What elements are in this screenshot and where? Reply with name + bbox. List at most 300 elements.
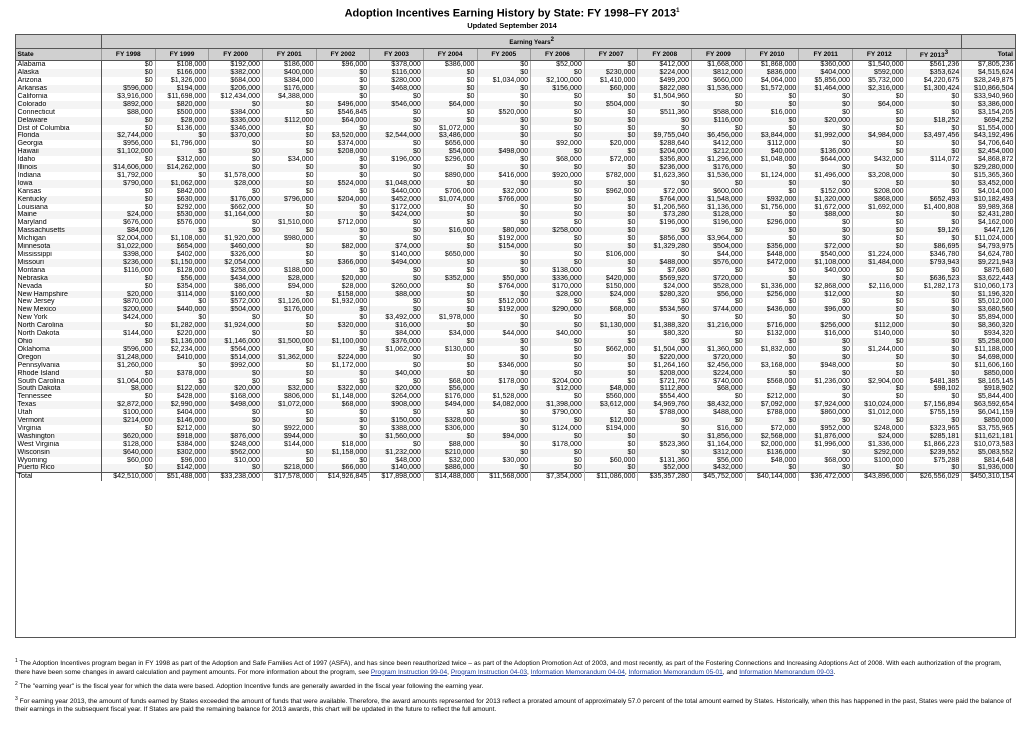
amount-cell: $1,996,000 [799, 441, 853, 449]
amount-cell: $0 [531, 69, 585, 77]
amount-cell: $4,969,760 [638, 401, 692, 409]
amount-cell: $236,000 [102, 259, 156, 267]
amount-cell: $3,612,000 [584, 401, 638, 409]
amount-cell: $0 [799, 235, 853, 243]
amount-cell: $196,000 [370, 156, 424, 164]
amount-cell: $3,844,000 [745, 132, 799, 140]
amount-cell: $1,362,000 [262, 354, 316, 362]
amount-cell: $980,000 [262, 235, 316, 243]
column-header-year [692, 49, 746, 61]
amount-cell: $196,000 [692, 219, 746, 227]
amount-cell: $2,100,000 [531, 77, 585, 85]
row-total-cell: $5,894,000 [977, 314, 1014, 322]
amount-cell: $0 [638, 298, 692, 306]
amount-cell: $0 [531, 457, 585, 465]
amount-cell: $592,000 [852, 69, 906, 77]
amount-cell: $1,146,000 [209, 338, 263, 346]
amount-cell: $194,000 [155, 85, 209, 93]
amount-cell: $116,000 [102, 267, 156, 275]
amount-cell: $12,000 [531, 385, 585, 393]
amount-cell: $384,000 [209, 109, 263, 117]
table-row [16, 188, 1016, 196]
amount-cell: $656,000 [423, 140, 477, 148]
amount-cell: $0 [852, 464, 906, 472]
amount-cell: $0 [477, 117, 531, 125]
amount-cell: $18,252 [906, 117, 962, 125]
amount-cell: $0 [852, 417, 906, 425]
amount-cell: $0 [262, 125, 316, 133]
amount-cell: $1,320,000 [799, 196, 853, 204]
amount-cell: $0 [209, 164, 263, 172]
amount-cell: $1,504,960 [638, 93, 692, 101]
link-information-memorandum-09-03[interactable]: Information Memorandum 09-03 [739, 668, 834, 676]
state-name: Vermont [16, 417, 102, 425]
state-name: Alaska [16, 69, 102, 77]
amount-cell: $5,732,000 [852, 77, 906, 85]
amount-cell: $2,316,000 [852, 85, 906, 93]
amount-cell: $1,856,000 [692, 433, 746, 441]
table-row [16, 362, 1016, 370]
amount-cell: $3,492,000 [370, 314, 424, 322]
amount-cell: $0 [155, 378, 209, 386]
amount-cell: $0 [638, 117, 692, 125]
amount-cell: $214,000 [102, 417, 156, 425]
amount-cell: $0 [209, 314, 263, 322]
amount-cell: $0 [584, 93, 638, 101]
amount-cell: $0 [852, 267, 906, 275]
amount-cell: $0 [370, 140, 424, 148]
amount-cell: $562,000 [209, 449, 263, 457]
amount-cell: $0 [262, 409, 316, 417]
amount-cell: $100,000 [852, 457, 906, 465]
amount-cell: $662,000 [209, 204, 263, 212]
amount-cell: $1,124,000 [745, 172, 799, 180]
amount-cell: $782,000 [584, 172, 638, 180]
amount-cell: $9,755,040 [638, 132, 692, 140]
amount-cell: $650,000 [423, 251, 477, 259]
amount-cell: $0 [531, 259, 585, 267]
amount-cell: $188,000 [262, 267, 316, 275]
amount-cell: $68,000 [531, 156, 585, 164]
amount-cell: $5,856,000 [799, 77, 853, 85]
amount-cell: $0 [423, 354, 477, 362]
link-program-instruction-04-03[interactable]: Program Instruction 04-03 [450, 668, 528, 676]
amount-cell: $886,000 [423, 464, 477, 472]
amount-cell: $0 [209, 370, 263, 378]
amount-cell: $0 [477, 140, 531, 148]
amount-cell: $0 [906, 464, 962, 472]
amount-cell: $0 [852, 227, 906, 235]
amount-cell: $432,000 [852, 156, 906, 164]
state-name: Hawaii [16, 148, 102, 156]
amount-cell: $72,000 [745, 425, 799, 433]
row-total-cell: $9,221,943 [962, 259, 1016, 267]
state-name: North Carolina [16, 322, 102, 330]
link-program-instruction-99-04[interactable]: Program Instruction 99-04 [370, 668, 448, 676]
amount-cell: $720,000 [692, 275, 746, 283]
amount-cell: $52,000 [531, 61, 585, 69]
amount-cell: $0 [692, 330, 746, 338]
amount-cell: $312,000 [155, 156, 209, 164]
amount-cell: $384,000 [262, 77, 316, 85]
amount-cell: $1,400,808 [906, 204, 962, 212]
amount-cell: $1,756,000 [745, 204, 799, 212]
amount-cell: $1,500,000 [262, 338, 316, 346]
amount-cell: $0 [316, 93, 370, 101]
amount-cell: $0 [370, 354, 424, 362]
amount-cell: $528,000 [692, 283, 746, 291]
amount-cell: $51,488,000 [155, 473, 209, 481]
amount-cell: $0 [531, 204, 585, 212]
amount-cell: $24,000 [584, 291, 638, 299]
amount-cell: $0 [316, 409, 370, 417]
row-total-cell: $10,073,583 [974, 440, 1014, 448]
table-row [16, 211, 1016, 219]
amount-cell: $0 [584, 219, 638, 227]
state-name: Oklahoma [16, 346, 102, 354]
amount-cell: $0 [262, 211, 316, 219]
table-row [16, 330, 1016, 338]
amount-cell: $0 [799, 298, 853, 306]
amount-cell: $230,000 [584, 69, 638, 77]
amount-cell: $1,206,560 [638, 204, 692, 212]
table-row [16, 227, 1016, 235]
amount-cell: $0 [262, 370, 316, 378]
amount-cell: $8,432,000 [692, 401, 746, 409]
amount-cell: $356,800 [638, 156, 692, 164]
footnote-3-marker: 3 [15, 695, 18, 702]
amount-cell: $1,329,280 [638, 243, 692, 251]
amount-cell: $0 [584, 196, 638, 204]
amount-cell: $0 [906, 125, 962, 133]
amount-cell: $14,606,000 [102, 164, 156, 172]
amount-cell: $0 [316, 235, 370, 243]
amount-cell: $992,000 [209, 362, 263, 370]
amount-cell: $0 [262, 243, 316, 251]
amount-cell: $944,000 [262, 433, 316, 441]
amount-cell: $561,236 [906, 61, 962, 69]
amount-cell: $66,000 [316, 464, 370, 472]
amount-cell: $0 [638, 125, 692, 133]
amount-cell: $0 [262, 101, 316, 109]
amount-cell: $0 [477, 314, 531, 322]
amount-cell: $0 [638, 433, 692, 441]
amount-cell: $0 [477, 85, 531, 93]
amount-cell: $264,000 [370, 393, 424, 401]
amount-cell: $0 [852, 148, 906, 156]
amount-cell: $920,000 [531, 172, 585, 180]
row-total-cell: $2,431,280 [962, 211, 1016, 219]
amount-cell: $0 [531, 235, 585, 243]
amount-cell: $568,000 [745, 378, 799, 386]
amount-cell: $0 [477, 219, 531, 227]
amount-cell: $948,000 [799, 362, 853, 370]
amount-cell: $870,000 [102, 298, 156, 306]
amount-cell: $788,000 [638, 409, 692, 417]
amount-cell: $0 [584, 362, 638, 370]
amount-cell: $0 [262, 109, 316, 117]
amount-cell: $1,924,000 [209, 322, 263, 330]
table-row [16, 180, 1016, 188]
column-header-year [370, 49, 424, 61]
amount-cell: $312,000 [692, 449, 746, 457]
amount-cell: $7,680 [638, 267, 692, 275]
amount-cell: $3,486,000 [423, 132, 477, 140]
footnote-2 [15, 680, 1018, 692]
amount-cell: $740,000 [692, 378, 746, 386]
state-name: Wyoming [16, 457, 102, 465]
amount-cell: $176,000 [262, 85, 316, 93]
state-name: North Dakota [16, 330, 102, 338]
amount-cell: $10,000 [209, 457, 263, 465]
amount-cell: $1,326,000 [155, 77, 209, 85]
amount-cell: $932,000 [745, 196, 799, 204]
amount-cell: $1,296,000 [692, 156, 746, 164]
amount-cell: $0 [531, 93, 585, 101]
amount-cell: $192,000 [209, 61, 263, 69]
amount-cell: $0 [477, 69, 531, 77]
amount-cell: $842,000 [155, 188, 209, 196]
amount-cell: $1,164,000 [692, 441, 746, 449]
amount-cell: $404,000 [155, 409, 209, 417]
amount-cell: $0 [852, 362, 906, 370]
amount-cell: $0 [209, 156, 263, 164]
amount-cell: $640,000 [102, 449, 156, 457]
amount-cell: $499,200 [638, 77, 692, 85]
amount-cell: $2,116,000 [852, 283, 906, 291]
row-total-cell: $4,793,975 [962, 243, 1016, 251]
column-header-year-label: FY 2002 [330, 51, 356, 59]
amount-cell: $204,000 [316, 196, 370, 204]
amount-cell: $1,360,000 [692, 346, 746, 354]
amount-cell: $856,000 [638, 235, 692, 243]
row-total-cell: $450,310,154 [962, 473, 1016, 481]
state-name: Delaware [16, 117, 102, 125]
amount-cell: $0 [531, 180, 585, 188]
state-name: New Mexico [16, 306, 102, 314]
amount-cell: $654,000 [155, 243, 209, 251]
amount-cell: $684,000 [209, 77, 263, 85]
footnote-1-end: . [833, 668, 836, 676]
amount-cell: $0 [799, 275, 853, 283]
row-total-cell: $850,000 [962, 370, 1016, 378]
amount-cell: $0 [852, 109, 906, 117]
amount-cell: $0 [477, 291, 531, 299]
amount-cell: $0 [745, 180, 799, 188]
amount-cell: $0 [852, 211, 906, 219]
amount-cell: $452,000 [370, 196, 424, 204]
amount-cell: $0 [423, 93, 477, 101]
amount-cell: $504,000 [584, 101, 638, 109]
amount-cell: $0 [852, 385, 906, 393]
amount-cell: $0 [906, 298, 962, 306]
amount-cell: $0 [906, 101, 962, 109]
amount-cell: $0 [262, 314, 316, 322]
amount-cell: $0 [477, 156, 531, 164]
amount-cell: $4,220,675 [906, 77, 962, 85]
amount-cell: $1,672,000 [799, 204, 853, 212]
amount-cell: $1,464,000 [799, 85, 853, 93]
table-row [16, 125, 1016, 133]
amount-cell: $420,000 [584, 275, 638, 283]
amount-cell: $0 [477, 449, 531, 457]
amount-cell: $0 [423, 259, 477, 267]
row-total-cell: $63,592,654 [962, 401, 1016, 409]
amount-cell: $0 [209, 464, 263, 472]
amount-cell: $0 [423, 69, 477, 77]
state-name: Rhode Island [16, 370, 102, 378]
amount-cell: $0 [209, 140, 263, 148]
amount-cell: $0 [584, 259, 638, 267]
amount-cell: $0 [584, 378, 638, 386]
amount-cell: $0 [584, 235, 638, 243]
amount-cell: $0 [370, 125, 424, 133]
amount-cell: $212,000 [745, 393, 799, 401]
amount-cell: $0 [316, 267, 370, 275]
amount-cell: $0 [316, 417, 370, 425]
amount-cell: $424,000 [102, 314, 156, 322]
amount-cell: $0 [852, 338, 906, 346]
amount-cell: $402,000 [155, 251, 209, 259]
amount-cell: $17,898,000 [370, 473, 424, 481]
amount-cell: $0 [316, 346, 370, 354]
table-row [16, 401, 1016, 409]
link-information-memorandum-04-04[interactable]: Information Memorandum 04-04 [530, 668, 625, 676]
amount-cell: $1,528,000 [477, 393, 531, 401]
footnote-1-text: The Adoption Incentives program began in FY 1998 as part of the Adoption and Safe Families Act of 1997 (ASFA), and has since been reauthorized twice – as part of the Adoption Promotion Act of 2003, and most recently, as part of the Fostering Connections and Increasing Adoptions Act of 2008. With each authorization of the program, there have been some changes in award calculation and payment amounts. For more information about the program, see [15, 660, 1002, 676]
amount-cell: $88,000 [423, 441, 477, 449]
amount-cell: $224,000 [316, 354, 370, 362]
amount-cell: $323,965 [906, 425, 962, 433]
amount-cell: $0 [209, 148, 263, 156]
amount-cell: $0 [906, 267, 962, 275]
amount-cell: $0 [906, 211, 962, 219]
table-row [16, 441, 1016, 449]
amount-cell: $0 [209, 330, 263, 338]
state-name: New York [16, 314, 102, 322]
amount-cell: $0 [906, 370, 962, 378]
amount-cell: $1,136,000 [155, 338, 209, 346]
amount-cell: $0 [102, 275, 156, 283]
amount-cell: $0 [423, 322, 477, 330]
amount-cell: $82,000 [316, 243, 370, 251]
row-total-cell: $11,024,000 [974, 235, 1014, 243]
amount-cell: $0 [423, 109, 477, 117]
amount-cell: $0 [906, 164, 962, 172]
amount-cell: $60,000 [584, 85, 638, 93]
amount-cell: $150,000 [370, 417, 424, 425]
column-header-year [852, 49, 906, 61]
amount-cell: $4,082,000 [477, 401, 531, 409]
amount-cell: $96,000 [316, 61, 370, 69]
amount-cell: $1,623,360 [638, 172, 692, 180]
amount-cell: $0 [638, 101, 692, 109]
amount-cell: $908,000 [370, 401, 424, 409]
amount-cell: $0 [799, 393, 853, 401]
amount-cell: $68,000 [692, 385, 746, 393]
amount-cell: $0 [370, 117, 424, 125]
amount-cell: $0 [102, 425, 156, 433]
amount-cell: $108,000 [155, 61, 209, 69]
column-header-year-label: FY 2011 [813, 51, 838, 59]
amount-cell: $0 [102, 117, 156, 125]
amount-cell: $306,000 [423, 425, 477, 433]
amount-cell: $20,000 [316, 275, 370, 283]
amount-cell: $0 [584, 132, 638, 140]
table-row [16, 385, 1016, 393]
state-name: Maine [16, 211, 102, 219]
amount-cell: $292,000 [155, 204, 209, 212]
amount-cell: $0 [477, 409, 531, 417]
amount-cell: $0 [423, 338, 477, 346]
state-name: Puerto Rico [16, 464, 102, 472]
state-name: Wisconsin [16, 449, 102, 457]
amount-cell: $212,000 [155, 425, 209, 433]
table-row [16, 109, 1016, 117]
amount-cell: $432,000 [692, 464, 746, 472]
amount-cell: $200,000 [102, 306, 156, 314]
amount-cell: $239,552 [906, 449, 962, 457]
amount-cell: $144,000 [102, 330, 156, 338]
column-header-year-label: FY 2009 [705, 51, 731, 59]
footnote-3 [15, 695, 1018, 715]
amount-cell: $0 [799, 101, 853, 109]
amount-cell: $0 [370, 298, 424, 306]
state-name: West Virginia [16, 441, 102, 449]
table-row [16, 259, 1016, 267]
amount-cell: $0 [262, 291, 316, 299]
amount-cell: $0 [531, 251, 585, 259]
amount-cell: $572,000 [209, 298, 263, 306]
amount-cell: $0 [584, 354, 638, 362]
amount-cell: $116,000 [692, 117, 746, 125]
amount-cell: $0 [316, 330, 370, 338]
footnote-1-marker: 1 [15, 658, 18, 664]
amount-cell: $0 [638, 425, 692, 433]
amount-cell: $404,000 [799, 69, 853, 77]
state-name: Idaho [16, 156, 102, 164]
amount-cell: $918,000 [155, 433, 209, 441]
amount-cell: $0 [906, 314, 962, 322]
amount-cell: $0 [852, 125, 906, 133]
link-information-memorandum-05-01[interactable]: Information Memorandum 05-01 [628, 668, 723, 676]
row-total-cell: $4,162,000 [977, 219, 1014, 227]
table-row [16, 346, 1016, 354]
amount-cell: $0 [316, 188, 370, 196]
row-total-cell: $1,936,000 [962, 464, 1016, 472]
amount-cell: $540,000 [799, 251, 853, 259]
amount-cell: $194,000 [584, 425, 638, 433]
amount-cell: $208,000 [852, 188, 906, 196]
amount-cell: $0 [584, 164, 638, 172]
amount-cell: $16,000 [423, 227, 477, 235]
amount-cell: $0 [531, 117, 585, 125]
amount-cell: $0 [745, 464, 799, 472]
amount-cell: $128,000 [155, 267, 209, 275]
amount-cell: $285,181 [906, 433, 962, 441]
row-total-cell: $3,154,205 [977, 108, 1014, 116]
amount-cell: $0 [262, 251, 316, 259]
state-name: Florida [16, 132, 102, 140]
state-name: South Carolina [16, 378, 102, 386]
row-total-cell: $447,126 [962, 227, 1016, 235]
amount-cell: $0 [477, 132, 531, 140]
amount-cell: $0 [584, 227, 638, 235]
column-header-year [799, 49, 853, 61]
amount-cell: $0 [584, 243, 638, 251]
amount-cell: $204,000 [531, 378, 585, 386]
amount-cell: $0 [531, 314, 585, 322]
